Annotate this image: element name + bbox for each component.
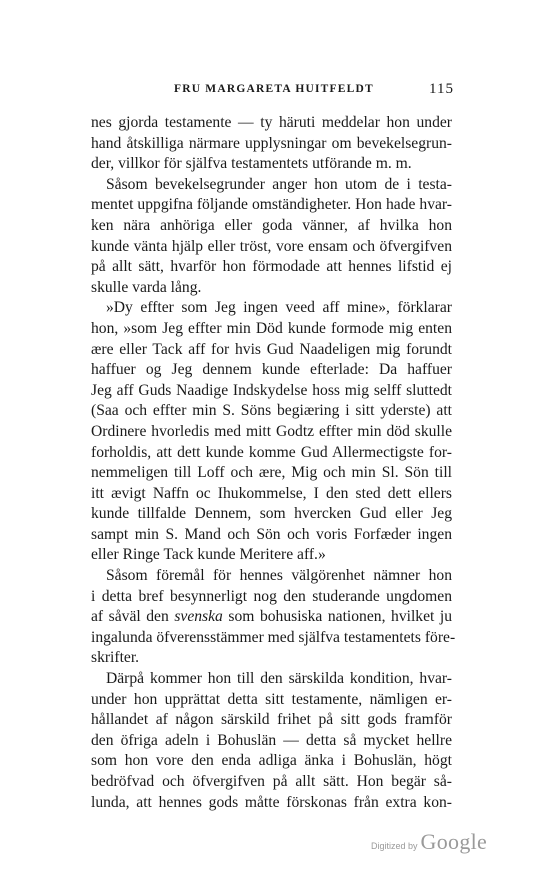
text-fragment: af såväl den: [91, 608, 169, 626]
text-line: hand åtskilliga närmare upplysningar om bevekelsegrun-: [91, 134, 452, 152]
text-line: [91, 607, 452, 628]
text-line: bedröfvad och öfvergifven på allt sätt. Hon begär så-: [91, 773, 452, 790]
text-line: Ordinere hvorledis med mitt Godtz effter min död skulle: [91, 422, 452, 440]
text-line: Därpå kommer hon till den särskilda kondition, hvar-: [106, 670, 452, 688]
text-line: Jeg aff Guds Naadige Indskydelse hoss mig selff sluttedt: [91, 381, 452, 399]
running-head: [90, 83, 454, 103]
text-line: forholdis, att dett kunde komme Gud Allermectigste for-: [91, 443, 452, 461]
text-line: ingalunda öfverensstämmer med själfva testamentets före-: [91, 628, 456, 646]
text-line: »Dy effter som Jeg ingen veed aff mine», förklarar: [106, 299, 452, 317]
text-line: Såsom bevekelsegrunder anger hon utom de i testa-: [106, 175, 452, 193]
text-line: kunde vänta hjälp eller tröst, vore ensam och öfvergifven: [91, 237, 452, 255]
text-line: der, villkor för själfva testamentets utförande m. m.: [91, 155, 412, 173]
text-line: som hon vore den enda adliga änka i Bohuslän, högt: [91, 752, 452, 770]
watermark-prefix: Digitized by: [371, 841, 418, 851]
text-line: nes gjorda testamente — ty häruti meddelar hon under: [91, 114, 452, 131]
page-body: [91, 113, 456, 813]
text-line: hon, »som Jeg effter min Död kunde formode mig enten: [91, 319, 452, 337]
text-line: mentet uppgifna följande omständigheter. Hon hade hvar-: [91, 196, 452, 214]
text-line: skrifter.: [91, 649, 140, 667]
text-line: ære eller Tack aff for hvis Gud Naadeligen mig forundt: [91, 340, 452, 358]
text-fragment: som bohusiska nationen, hvilket ju: [228, 608, 453, 626]
text-line: haffuer og Jeg dennem kunde efterlade: Da haffuer: [91, 361, 452, 379]
text-line: i detta bref besynnerligt nog den studerande ungdomen: [91, 587, 452, 605]
text-line: itt ævigt Naffn oc Ihukommelse, I den sted dett ellers: [91, 484, 452, 502]
text-line: lunda, att hennes gods måtte förskonas från extra kon-: [91, 793, 452, 811]
text-line: eller Ringe Tack kunde Meritere aff.»: [91, 546, 326, 564]
watermark-logo: Google: [420, 829, 488, 854]
emphasis-word: svenska: [174, 608, 223, 626]
text-line: den öfriga adeln i Bohuslän — detta så mycket hellre: [91, 731, 452, 749]
digitization-watermark: [371, 829, 487, 855]
text-line: Såsom föremål för hennes välgörenhet nämner hon: [106, 567, 452, 585]
text-line: ken nära anhöriga eller goda vänner, af hvilka hon: [91, 216, 452, 234]
running-title: FRU MARGARETA HUITFELDT: [174, 83, 374, 95]
text-line: kunde tillfalde Dennem, som hvercken Gud eller Jeg: [91, 505, 452, 523]
text-line: sampt min S. Mand och Sön och voris Forfæder ingen: [91, 525, 452, 543]
text-line: hållandet af någon särskild frihet på sitt gods framför: [91, 711, 452, 729]
text-line: (Saa och effter min S. Söns begiæring i sitt yderste) att: [91, 402, 452, 420]
page-number: 115: [429, 81, 454, 97]
text-line: nemmeligen till Loff och ære, Mig och min Sl. Sön till: [91, 464, 452, 482]
text-line: skulle varda lång.: [91, 278, 202, 296]
text-line: under hon upprättat detta sitt testamente, nämligen er-: [91, 690, 452, 708]
text-line: på allt sätt, hvarför hon förmodade att hennes lifstid ej: [91, 258, 452, 276]
